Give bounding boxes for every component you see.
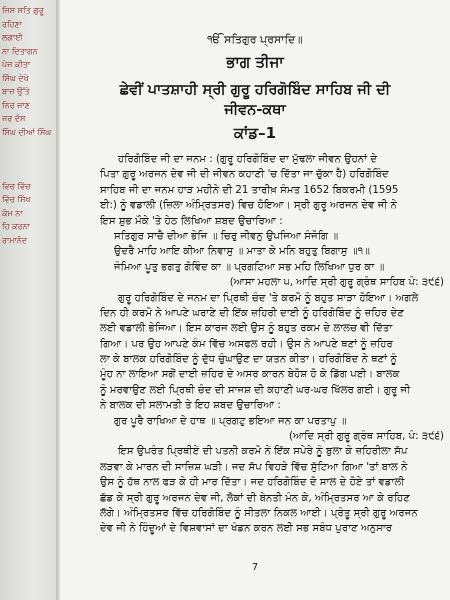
verse-line: ਜੰਮਿਆ ਪੂਤੁ ਭਗਤੁ ਗੋਵਿੰਦ ਕਾ ॥ ਪ੍ਰਗਟਿਆ ਸਭ ਮਹਿ ਲਿਖਿਆ ਧੁਰ ਕਾ ॥ — [114, 261, 385, 273]
book-page-stack — [0, 0, 58, 600]
verse-line: ਗੁਰ ਪੂਰੈ ਰਾਖਿਆ ਦੇ ਹਾਥ ॥ ਪ੍ਰਗਟੁ ਭਇਆ ਜਨ ਕਾ ਪਰਤਾਪੁ ॥ — [114, 415, 347, 427]
citation-line: (ਆਸਾ ਮਹਲਾ ੫, ਆਦਿ ਸ੍ਰੀ ਗੁਰੂ ਗ੍ਰੰਥ ਸਾਹਿਬ ਪੰ: ੩੯੬) — [229, 277, 444, 289]
stack-text-fragment: ਬਾਜ਼ ਉੱਤੇ — [2, 87, 30, 96]
text-line: ਸਾਹਿਬ ਜੀ ਦਾ ਜਨਮ ਹਾੜ ਮਹੀਨੇ ਦੀ 21 ਤਾਰੀਖ਼ ਸੰਮਤ 1652 ਬਿਕਰਮੀ (1595 — [100, 184, 399, 196]
text-line: ਹਰਿਗੋਬਿੰਦ ਜੀ ਦਾ ਜਨਮ : (ਗੁਰੂ ਹਰਿਗੋਬਿੰਦ ਦਾ ਮੁੱਢਲਾ ਜੀਵਨ ਉਹਨਾਂ ਦੇ — [118, 154, 378, 165]
stack-text-fragment: ਰਾਮਾਨੰਦ — [2, 235, 28, 245]
text-line: ਈ:) ਨੂੰ ਵਡਾਲੀ (ਜ਼ਿਲਾ ਅੰਮ੍ਰਿਤਸਰ) ਵਿਚ ਹੋਇਆ। ਸ੍ਰੀ ਗੁਰੂ ਅਰਜਨ ਦੇਵ ਜੀ ਨੇ — [100, 200, 398, 212]
stack-text-fragment: ਜਿਸ ਸਤਿ ਗੁਰੂ — [2, 6, 44, 15]
stack-text-fragment: ਜਰ ਦੱਸ — [2, 114, 26, 123]
text-line: ਲੜਵਾ ਕੇ ਮਾਰਨ ਦੀ ਸਾਜ਼ਿਸ਼ ਘੜੀ। ਜਦ ਸੱਪ ਵਿਹੜੇ ਵਿੱਚ ਸੁੱਟਿਆ ਗਿਆ 'ਤਾਂ ਬਾਲ ਨੇ — [100, 461, 408, 473]
part-heading: ਭਾਗ ਤੀਜਾ — [226, 53, 284, 71]
stack-text-fragment: ਵਿੱਚ ਸਿੱਖ — [2, 195, 31, 204]
citation-line: (ਆਦਿ ਸ੍ਰੀ ਗੁਰੂ ਗ੍ਰੰਥ ਸਾਹਿਬ, ਪੰ: ੩੯੬) — [289, 431, 444, 443]
section-heading: ਕਾਂਡ–1 — [233, 124, 277, 142]
stack-text-fragment: ਪੇਜ ਕੀਤਾ — [2, 60, 31, 69]
stack-text-fragment: ਹਿ ਕਰਨਾ — [2, 222, 30, 231]
verse-line: ਸਤਿਗੁਰ ਸਾਚੈ ਦੀਆ ਭੇਜਿ ॥ ਚਿਰੁ ਜੀਵਨੁ ਉਪਜਿਆ ਸੰਜੋਗਿ ॥ — [114, 230, 339, 242]
text-line: ਦਿਨ ਹੀ ਕਰਮੋ ਨੇ ਆਪਣੇ ਘਰਾਣੇ ਦੀ ਇੱਕ ਜ਼ਹਿਰੀ ਦਾਈ ਨੂੰ ਹਰਿਗੋਬਿੰਦ ਨੂੰ ਜ਼ਹਿਰ ਦੇਣ — [100, 307, 404, 319]
chapter-title-line-2: ਜੀਵਨ-ਕਥਾ — [224, 102, 286, 118]
stack-text-fragment: ਨਾ ਦਿਤਾਗਨ — [2, 46, 38, 56]
chapter-title-line-1: ਛੇਵੀਂ ਪਾਤਸ਼ਾਹੀ ਸ੍ਰੀ ਗੁਰੂ ਹਰਿਗੋਬਿੰਦ ਸਾਹਿਬ ਜੀ ਦੀ — [119, 82, 391, 98]
text-line: ਉਸ ਨੂੰ ਹੱਥ ਨਾਲ ਫੜ ਕੇ ਹੀ ਮਾਰ ਦਿੱਤਾ। ਜਦ ਹਰਿਗੋਬਿੰਦ ਦੋ ਸਾਲ ਦੇ ਹੋਏ ਤਾਂ ਵਡਾਲੀ — [100, 477, 405, 489]
text-line: ਲੱਗੇ। ਅੰਮ੍ਰਿਤਸਰ ਵਿੱਚ ਹਰਿਗੋਬਿੰਦ ਨੂੰ ਸੀਤਲਾ ਨਿਕਲ ਆਈ। ਪ੍ਰੰਤੂ ਸ੍ਰੀ ਗੁਰੂ ਅਰਜਨ — [100, 507, 418, 519]
text-line: ਮੂੰਹ ਨਾ ਲਾਇਆ ਸਗੋਂ ਦਾਈ ਜ਼ਹਿਰ ਦੇ ਅਸਰ ਕਾਰਨ ਬੇਹੋਸ਼ ਹੋ ਕੇ ਡਿੱਗ ਪਈ। ਬਾਲਕ — [100, 369, 400, 381]
text-line: ਦੇਵ ਜੀ ਨੇ ਹਿੰਦੂਆਂ ਦੇ ਵਿਸ਼ਵਾਸਾਂ ਦਾ ਖੰਡਨ ਕਰਨ ਲਈ ਸਭ ਸਬੰਧ ਪੁਰਾਣ ਅਨੁਸਾਰ — [100, 523, 393, 535]
page-number: 7 — [251, 562, 259, 573]
stack-text-fragment: ਕੰਮ ਨਾ — [2, 208, 23, 218]
body-text — [100, 152, 448, 537]
text-line: ਨੇ ਬਾਲਕ ਦੀ ਸਲਾਮਤੀ ਤੇ ਇਹ ਸ਼ਬਦ ਉਚਾਰਿਆ : — [100, 400, 281, 412]
text-line: ਪਿਤਾ ਗੁਰੂ ਅਰਜਨ ਦੇਵ ਜੀ ਦੀ ਜੀਵਨ ਕਹਾਣੀ 'ਚ ਦਿੱਤਾ ਜਾ ਚੁੱਕਾ ਹੈ) ਹਰਿਗੋਬਿੰਦ — [100, 169, 389, 181]
text-line: ਨੂੰ ਮਰਵਾਉਣ ਲਈ ਪ੍ਰਿਥੀ ਚੰਦ ਦੀ ਸਾਜਸ਼ ਦੀ ਕਹਾਣੀ ਘਰ-ਘਰ ਖਿੱਲਰ ਗਈ। ਗੁਰੂ ਜੀ — [100, 384, 411, 396]
text-line: ਇਸ ਸ਼ੁਭ ਮੌਕੇ 'ਤੇ ਹੇਠ ਲਿਖਿਆ ਸ਼ਬਦ ਉਚਾਰਿਆ : — [100, 215, 283, 227]
stack-text-fragment: ਲਗਾਈ — [2, 33, 23, 42]
stack-text-fragment: ਰਹਿਣਾ — [2, 19, 22, 29]
text-line: ਲਈ ਵਡਾਲੀ ਭੇਜਿਆ। ਇਸ ਕਾਰਜ ਲਈ ਉਸ ਨੂੰ ਬਹੁਤ ਰਕਮ ਦੇ ਲਾਲਚ ਵੀ ਦਿੱਤਾ — [100, 323, 393, 335]
text-line: ਗੁਰੂ ਹਰਿਗੋਬਿੰਦ ਦੇ ਜਨਮ ਦਾ ਪ੍ਰਿਥੀ ਚੰਦ 'ਤੇ ਕਰਮੋ ਨੂੰ ਬਹੁਤ ਸਾੜਾ ਹੋਇਆ। ਅਗਲੇ — [118, 292, 419, 304]
book-page — [60, 0, 450, 600]
text-line: ਲਾ ਕੇ ਬਾਲਕ ਹਰਿਗੋਬਿੰਦ ਨੂੰ ਦੁੱਧ ਚੁੰਘਾਉਣ ਦਾ ਯਤਨ ਕੀਤਾ। ਹਰਿਗੋਬਿੰਦ ਨੇ ਥਣਾਂ ਨੂੰ — [100, 354, 398, 366]
stack-text-fragment: ਸਿੰਘ ਦੀਆਂ ਸਿੰਘ — [2, 127, 52, 137]
text-line: ਇਸ ਉਪਰੰਤ ਪ੍ਰਿਥੀਏ ਦੀ ਪਤਨੀ ਕਰਮੋ ਨੇ ਇੱਕ ਸਪੇਰੇ ਨੂੰ ਬੁਲਾ ਕੇ ਜ਼ਹਿਰੀਲਾ ਸੱਪ — [118, 446, 408, 458]
verse-line: ਉਦਰੈ ਮਾਹਿ ਆਇ ਕੀਆ ਨਿਵਾਸੁ ॥ ਮਾਤਾ ਕੇ ਮਨਿ ਬਹੁਤੁ ਬਿਗਾਸੁ ॥੧॥ — [114, 246, 370, 258]
text-line: ਛੱਡ ਕੇ ਸ੍ਰੀ ਗੁਰੂ ਅਰਜਨ ਦੇਵ ਜੀ, ਲੋਕਾਂ ਦੀ ਬੇਨਤੀ ਮੰਨ ਕੇ, ਅੰਮ੍ਰਿਤਸਰ ਆ ਕੇ ਰਹਿਣ — [100, 492, 410, 504]
stack-text-fragment: ਸਿੰਘ ਦੇਖੇ — [2, 73, 29, 83]
stack-text-fragment: ਵਿਚ ਵਿੱਚ — [2, 181, 31, 191]
stack-text-fragment: ਨਿਰ ਜਾਣ — [2, 100, 30, 110]
ik-onkar-heading: ੴ ਸਤਿਗੁਰ ਪ੍ਰਸਾਦਿ॥ — [207, 33, 303, 46]
text-line: ਗਿਆ। ਪਰ ਉਹ ਆਪਣੇ ਕੰਮ ਵਿੱਚ ਅਸਫਲ ਰਹੀ। ਉਸ ਨੇ ਆਪਣੇ ਥਣਾਂ ਨੂੰ ਜ਼ਹਿਰ — [100, 338, 393, 350]
